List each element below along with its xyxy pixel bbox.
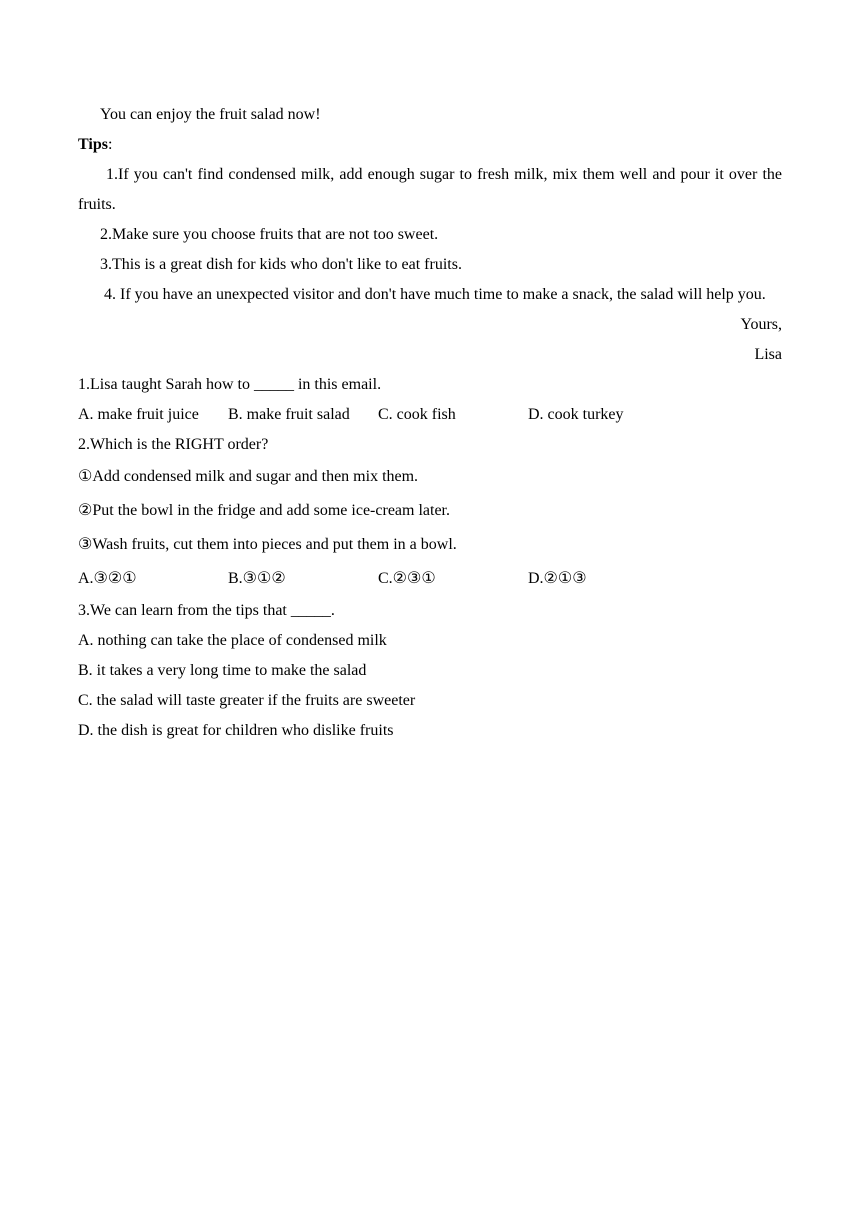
question-1-option-c: C. cook fish [378,406,456,423]
signoff-closing: Yours, [740,316,782,333]
question-1-option-d: D. cook turkey [528,406,624,423]
tip-3: 3.This is a great dish for kids who don't like to eat fruits. [100,256,462,273]
tip-2: 2.Make sure you choose fruits that are not too sweet. [100,226,439,243]
signoff-name: Lisa [754,346,782,363]
question-2-step-2: ②Put the bowl in the fridge and add some ice-cream later. [78,502,450,519]
question-3-option-c: C. the salad will taste greater if the fruits are sweeter [78,692,416,709]
question-2-step-3: ③Wash fruits, cut them into pieces and put them in a bowl. [78,536,457,553]
question-3-option-a: A. nothing can take the place of condensed milk [78,632,387,649]
question-1-stem: 1.Lisa taught Sarah how to _____ in this email. [78,376,382,393]
question-2-step-1: ①Add condensed milk and sugar and then mix them. [78,468,419,485]
document-page [78,100,782,746]
tip-1: 1.If you can't find condensed milk, add enough sugar to fresh milk, mix them well and pour it over the fruits. [78,166,782,213]
question-2-options [78,562,782,596]
tips-heading: Tips [78,136,108,153]
question-1-option-a: A. make fruit juice [78,406,199,423]
question-3-option-d: D. the dish is great for children who dislike fruits [78,722,394,739]
question-2-stem: 2.Which is the RIGHT order? [78,436,269,453]
question-2-option-a: A.③②① [78,570,137,587]
tips-heading-line [78,130,782,160]
question-3-option-b: B. it takes a very long time to make the salad [78,662,367,679]
question-2-option-c: C.②③① [378,570,436,587]
question-2-option-d: D.②①③ [528,570,587,587]
question-2-option-b: B.③①② [228,570,286,587]
question-3-stem: 3.We can learn from the tips that _____. [78,602,335,619]
tips-colon: : [107,136,113,153]
tip-4: 4. If you have an unexpected visitor and don't have much time to make a snack, the salad will help you. [104,286,766,303]
question-1-options [78,400,782,430]
intro-text: You can enjoy the fruit salad now! [100,106,321,123]
question-1-option-b: B. make fruit salad [228,406,350,423]
